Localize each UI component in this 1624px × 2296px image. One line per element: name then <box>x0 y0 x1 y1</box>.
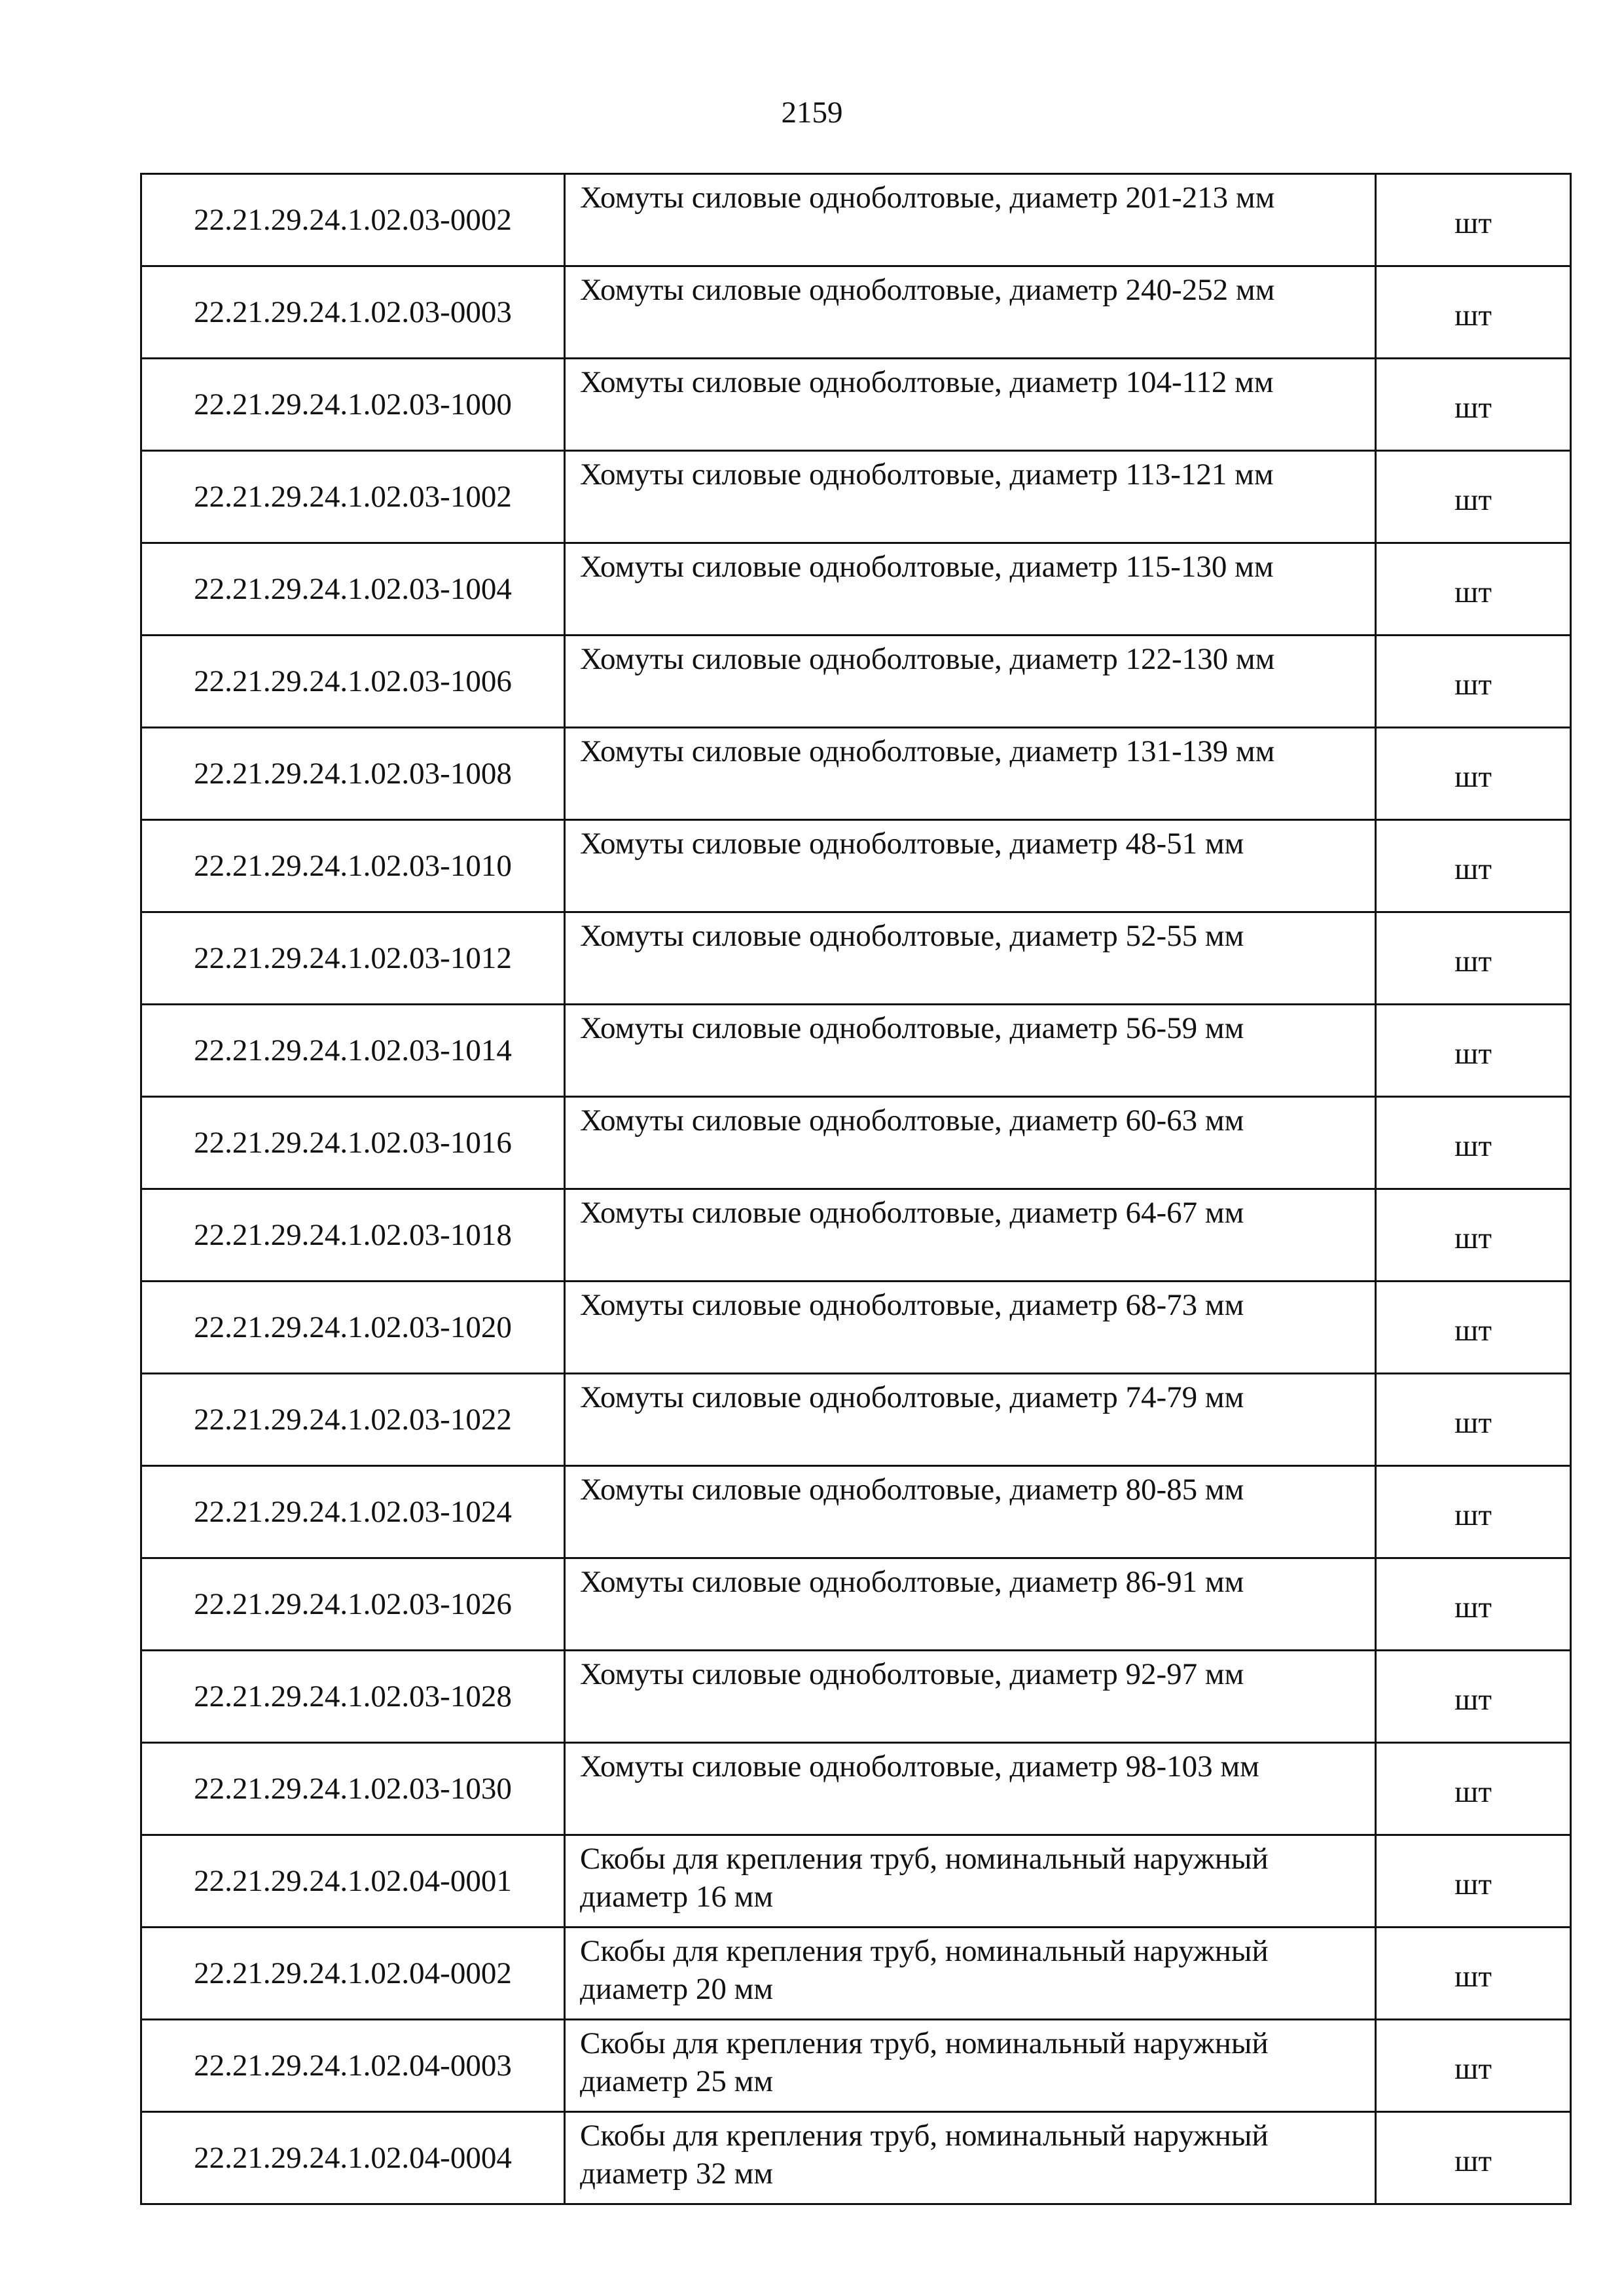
unit-of-measure: шт <box>1376 728 1571 820</box>
table-row <box>141 1928 1571 2020</box>
table-row <box>141 912 1571 1005</box>
resource-name: Хомуты силовые одноболтовые, диаметр 68-73 мм <box>565 1282 1376 1374</box>
unit-of-measure: шт <box>1376 266 1571 359</box>
resource-code: 22.21.29.24.1.02.04-0002 <box>141 1928 565 2020</box>
resource-name: Хомуты силовые одноболтовые, диаметр 122-130 мм <box>565 636 1376 728</box>
resource-name: Хомуты силовые одноболтовые, диаметр 113-121 мм <box>565 451 1376 543</box>
resource-code: 22.21.29.24.1.02.04-0001 <box>141 1835 565 1928</box>
table-row <box>141 820 1571 912</box>
materials-table <box>140 173 1572 2205</box>
unit-of-measure: шт <box>1376 636 1571 728</box>
resource-name: Скобы для крепления труб, номинальный наружный диаметр 16 мм <box>565 1835 1376 1928</box>
unit-of-measure: шт <box>1376 912 1571 1005</box>
resource-code: 22.21.29.24.1.02.03-1022 <box>141 1374 565 1466</box>
unit-of-measure: шт <box>1376 359 1571 451</box>
table-row <box>141 1282 1571 1374</box>
table-row <box>141 728 1571 820</box>
resource-code: 22.21.29.24.1.02.03-0003 <box>141 266 565 359</box>
unit-of-measure: шт <box>1376 1651 1571 1743</box>
resource-code: 22.21.29.24.1.02.03-0002 <box>141 174 565 266</box>
resource-name: Скобы для крепления труб, номинальный наружный диаметр 32 мм <box>565 2112 1376 2204</box>
resource-name: Хомуты силовые одноболтовые, диаметр 52-55 мм <box>565 912 1376 1005</box>
table-row <box>141 174 1571 266</box>
unit-of-measure: шт <box>1376 1282 1571 1374</box>
table-row <box>141 1374 1571 1466</box>
resource-code: 22.21.29.24.1.02.03-1002 <box>141 451 565 543</box>
unit-of-measure: шт <box>1376 1928 1571 2020</box>
table-row <box>141 636 1571 728</box>
resource-code: 22.21.29.24.1.02.03-1024 <box>141 1466 565 1558</box>
resource-code: 22.21.29.24.1.02.03-1006 <box>141 636 565 728</box>
table-row <box>141 543 1571 636</box>
unit-of-measure: шт <box>1376 2112 1571 2204</box>
table-row <box>141 1189 1571 1282</box>
resource-name: Хомуты силовые одноболтовые, диаметр 131-139 мм <box>565 728 1376 820</box>
resource-name: Хомуты силовые одноболтовые, диаметр 86-91 мм <box>565 1558 1376 1651</box>
unit-of-measure: шт <box>1376 1097 1571 1189</box>
unit-of-measure: шт <box>1376 1743 1571 1835</box>
unit-of-measure: шт <box>1376 451 1571 543</box>
table-row <box>141 2112 1571 2204</box>
resource-name: Хомуты силовые одноболтовые, диаметр 80-85 мм <box>565 1466 1376 1558</box>
resource-code: 22.21.29.24.1.02.03-1028 <box>141 1651 565 1743</box>
table-row <box>141 1651 1571 1743</box>
resource-code: 22.21.29.24.1.02.04-0004 <box>141 2112 565 2204</box>
table-row <box>141 1466 1571 1558</box>
resource-code: 22.21.29.24.1.02.03-1016 <box>141 1097 565 1189</box>
resource-name: Хомуты силовые одноболтовые, диаметр 60-63 мм <box>565 1097 1376 1189</box>
resource-code: 22.21.29.24.1.02.03-1020 <box>141 1282 565 1374</box>
unit-of-measure: шт <box>1376 1835 1571 1928</box>
resource-name: Хомуты силовые одноболтовые, диаметр 74-79 мм <box>565 1374 1376 1466</box>
unit-of-measure: шт <box>1376 543 1571 636</box>
table-row <box>141 451 1571 543</box>
resource-code: 22.21.29.24.1.02.03-1010 <box>141 820 565 912</box>
resource-code: 22.21.29.24.1.02.03-1030 <box>141 1743 565 1835</box>
page-number: 2159 <box>781 96 843 130</box>
table-row <box>141 266 1571 359</box>
resource-code: 22.21.29.24.1.02.03-1012 <box>141 912 565 1005</box>
unit-of-measure: шт <box>1376 174 1571 266</box>
unit-of-measure: шт <box>1376 1005 1571 1097</box>
table-row <box>141 1005 1571 1097</box>
resource-name: Хомуты силовые одноболтовые, диаметр 115-130 мм <box>565 543 1376 636</box>
unit-of-measure: шт <box>1376 1189 1571 1282</box>
unit-of-measure: шт <box>1376 820 1571 912</box>
resource-name: Скобы для крепления труб, номинальный наружный диаметр 20 мм <box>565 1928 1376 2020</box>
resource-name: Хомуты силовые одноболтовые, диаметр 64-67 мм <box>565 1189 1376 1282</box>
unit-of-measure: шт <box>1376 1558 1571 1651</box>
table-row <box>141 359 1571 451</box>
resource-name: Хомуты силовые одноболтовые, диаметр 56-59 мм <box>565 1005 1376 1097</box>
unit-of-measure: шт <box>1376 2020 1571 2112</box>
unit-of-measure: шт <box>1376 1374 1571 1466</box>
table-row <box>141 1558 1571 1651</box>
resource-code: 22.21.29.24.1.02.03-1014 <box>141 1005 565 1097</box>
unit-of-measure: шт <box>1376 1466 1571 1558</box>
resource-name: Хомуты силовые одноболтовые, диаметр 92-97 мм <box>565 1651 1376 1743</box>
resource-code: 22.21.29.24.1.02.03-1018 <box>141 1189 565 1282</box>
table-row <box>141 1097 1571 1189</box>
resource-code: 22.21.29.24.1.02.04-0003 <box>141 2020 565 2112</box>
resource-name: Хомуты силовые одноболтовые, диаметр 98-103 мм <box>565 1743 1376 1835</box>
resource-code: 22.21.29.24.1.02.03-1008 <box>141 728 565 820</box>
table-row <box>141 1743 1571 1835</box>
table-row <box>141 1835 1571 1928</box>
resource-code: 22.21.29.24.1.02.03-1004 <box>141 543 565 636</box>
resource-name: Хомуты силовые одноболтовые, диаметр 201-213 мм <box>565 174 1376 266</box>
resource-code: 22.21.29.24.1.02.03-1000 <box>141 359 565 451</box>
resource-name: Хомуты силовые одноболтовые, диаметр 240-252 мм <box>565 266 1376 359</box>
resource-name: Хомуты силовые одноболтовые, диаметр 104-112 мм <box>565 359 1376 451</box>
resource-name: Хомуты силовые одноболтовые, диаметр 48-51 мм <box>565 820 1376 912</box>
resource-name: Скобы для крепления труб, номинальный наружный диаметр 25 мм <box>565 2020 1376 2112</box>
table-row <box>141 2020 1571 2112</box>
resource-code: 22.21.29.24.1.02.03-1026 <box>141 1558 565 1651</box>
